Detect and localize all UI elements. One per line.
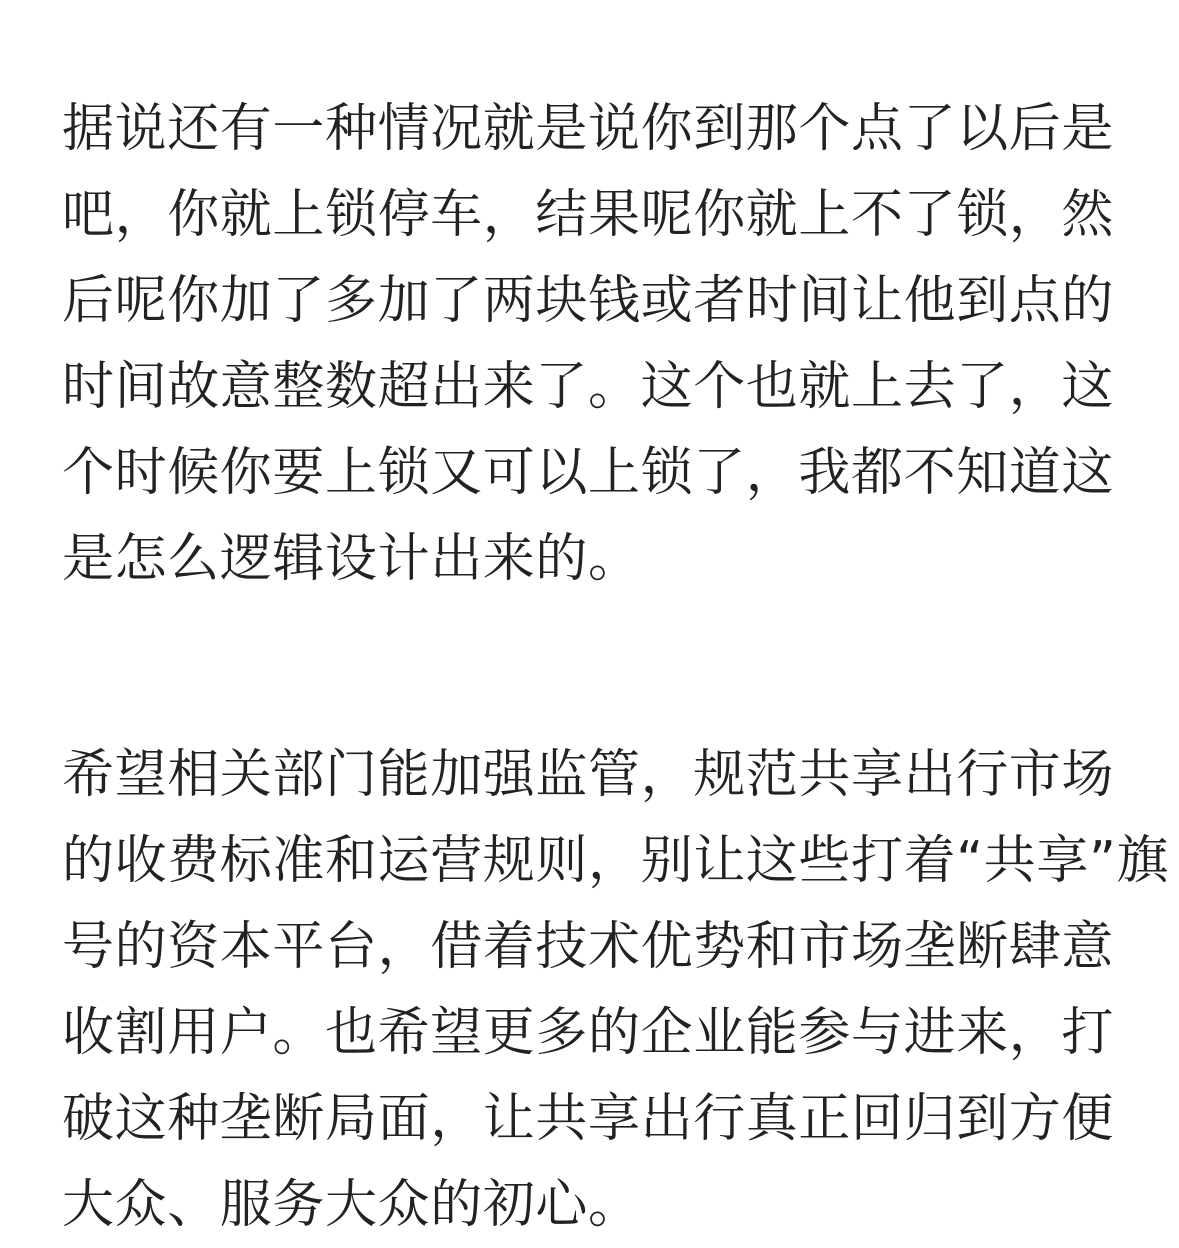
paragraph-line: 吧，你就上锁停车，结果呢你就上不了锁，然: [62, 185, 1115, 245]
paragraph-line: 后呢你加了多加了两块钱或者时间让他到点的: [62, 271, 1115, 331]
paragraph-line: 收割用户。也希望更多的企业能参与进来，打: [62, 1003, 1115, 1063]
article-paragraph-1: [62, 86, 1118, 602]
article-paragraph-2: [62, 732, 1170, 1248]
paragraph-line: 据说还有一种情况就是说你到那个点了以后是: [62, 99, 1115, 159]
paragraph-line: 希望相关部门能加强监管，规范共享出行市场: [62, 745, 1115, 805]
paragraph-line: 个时候你要上锁又可以上锁了，我都不知道这: [62, 443, 1115, 503]
paragraph-line: 的收费标准和运营规则，别让这些打着“共享”旗: [62, 831, 1170, 891]
paragraph-line: 大众、服务大众的初心。: [62, 1175, 641, 1235]
paragraph-line: 是怎么逻辑设计出来的。: [62, 529, 641, 589]
paragraph-line: 号的资本平台，借着技术优势和市场垄断肆意: [62, 917, 1115, 977]
paragraph-line: 破这种垄断局面，让共享出行真正回归到方便: [62, 1089, 1115, 1149]
paragraph-line: 时间故意整数超出来了。这个也就上去了，这: [62, 357, 1115, 417]
